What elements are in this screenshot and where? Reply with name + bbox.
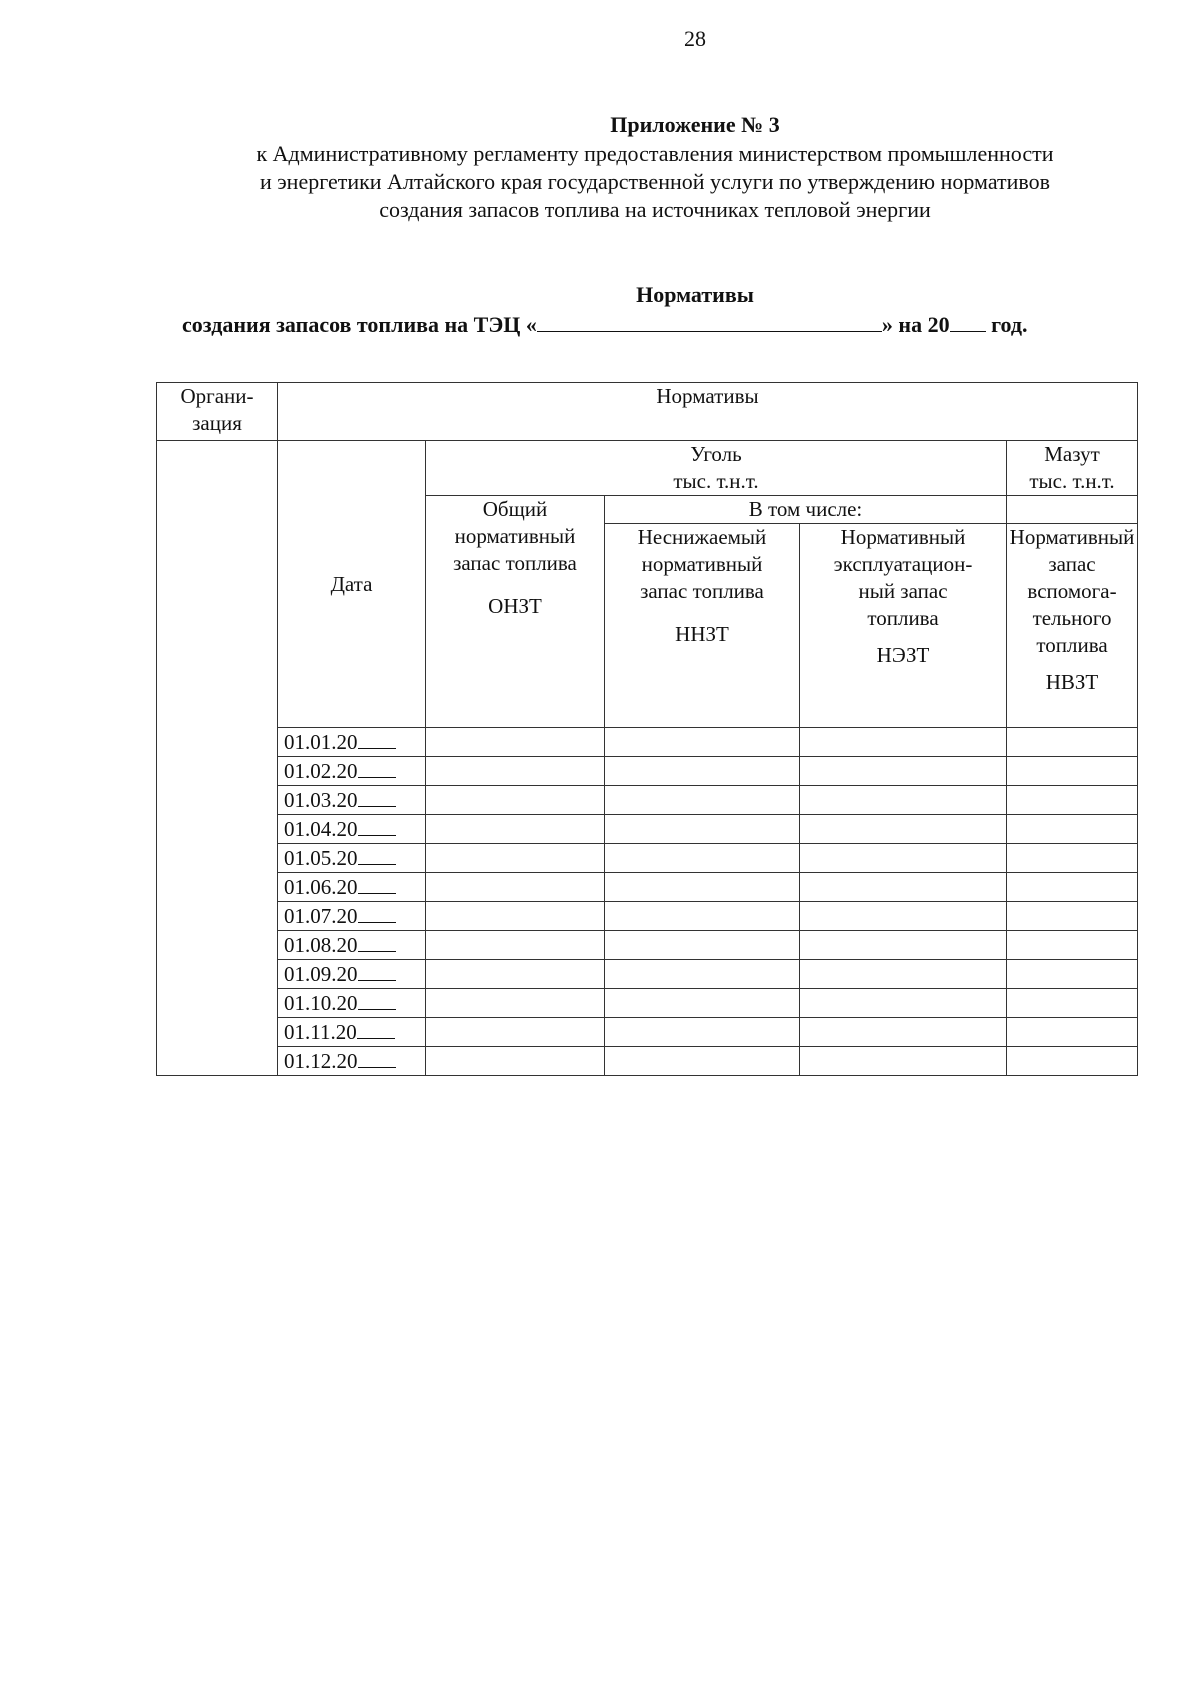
irreducible-value-cell[interactable] [605,931,800,960]
total-value-cell[interactable] [426,873,605,902]
org-header: Органи- зация [157,383,278,441]
auxiliary-value-cell[interactable] [1007,1018,1138,1047]
year-fill-blank[interactable] [358,815,396,836]
date-cell: 01.04.20 [278,815,426,844]
date-cell: 01.06.20 [278,873,426,902]
date-cell: 01.11.20 [278,1018,426,1047]
total-value-cell[interactable] [426,1018,605,1047]
operational-value-cell[interactable] [800,728,1007,757]
table-row [157,902,1138,931]
year-fill-blank[interactable] [358,960,396,981]
auxiliary-value-cell[interactable] [1007,757,1138,786]
total-value-cell[interactable] [426,844,605,873]
date-cell: 01.02.20 [278,757,426,786]
operational-value-cell[interactable] [800,960,1007,989]
operational-value-cell[interactable] [800,902,1007,931]
table-row [157,757,1138,786]
auxiliary-value-cell[interactable] [1007,902,1138,931]
total-value-cell[interactable] [426,931,605,960]
operational-value-cell[interactable] [800,844,1007,873]
table-row [157,960,1138,989]
year-fill-blank[interactable] [358,1047,396,1068]
irreducible-reserve-code: ННЗТ [675,622,729,646]
irreducible-value-cell[interactable] [605,989,800,1018]
date-cell: 01.05.20 [278,844,426,873]
norms-table [156,382,1138,1076]
year-fill-blank[interactable] [358,931,396,952]
date-header: Дата [278,441,426,728]
table-row [157,931,1138,960]
irreducible-reserve-label: Неснижаемый нормативный запас топлива [637,525,767,603]
year-fill-blank[interactable] [358,786,396,807]
auxiliary-value-cell[interactable] [1007,786,1138,815]
auxiliary-reserve-header [1007,524,1138,728]
page-number: 28 [684,26,706,51]
operational-value-cell[interactable] [800,931,1007,960]
fuel-oil-subheader [1007,496,1138,524]
date-cell: 01.01.20 [278,728,426,757]
year-fill-blank[interactable] [358,728,396,749]
operational-value-cell[interactable] [800,1018,1007,1047]
subtitle-middle: » на 20 [881,312,950,337]
document-subtitle [182,312,1028,338]
appendix-title: Приложение № 3 [610,112,780,137]
date-cell: 01.07.20 [278,902,426,931]
auxiliary-value-cell[interactable] [1007,1047,1138,1076]
subtitle-line: создания запасов топлива на источниках тепловой энергии [379,197,931,222]
subtitle-prefix: создания запасов топлива на ТЭЦ « [182,312,537,337]
operational-reserve-code: НЭЗТ [876,643,930,667]
fuel-oil-header: Мазут тыс. т.н.т. [1007,441,1138,496]
total-reserve-code: ОНЗТ [488,594,542,618]
total-value-cell[interactable] [426,815,605,844]
year-blank[interactable] [950,313,986,332]
irreducible-value-cell[interactable] [605,1047,800,1076]
org-cell[interactable] [157,441,278,1076]
auxiliary-reserve-label: Нормативный запас вспомога- тельного топлива [1009,525,1135,657]
coal-header: Уголь тыс. т.н.т. [426,441,1007,496]
appendix-subtitle [190,140,1120,224]
irreducible-value-cell[interactable] [605,728,800,757]
operational-value-cell[interactable] [800,989,1007,1018]
total-value-cell[interactable] [426,728,605,757]
table-row [157,989,1138,1018]
total-value-cell[interactable] [426,1047,605,1076]
date-cell: 01.12.20 [278,1047,426,1076]
total-value-cell[interactable] [426,960,605,989]
total-value-cell[interactable] [426,902,605,931]
irreducible-reserve-header [605,524,800,728]
auxiliary-value-cell[interactable] [1007,815,1138,844]
year-fill-blank[interactable] [358,989,396,1010]
tec-name-blank[interactable] [537,313,882,332]
total-reserve-label: Общий нормативный запас топлива [453,497,577,575]
irreducible-value-cell[interactable] [605,902,800,931]
irreducible-value-cell[interactable] [605,757,800,786]
date-cell: 01.09.20 [278,960,426,989]
year-fill-blank[interactable] [358,873,396,894]
table-row [157,786,1138,815]
table-row [157,1018,1138,1047]
date-cell: 01.10.20 [278,989,426,1018]
irreducible-value-cell[interactable] [605,960,800,989]
auxiliary-value-cell[interactable] [1007,873,1138,902]
irreducible-value-cell[interactable] [605,1018,800,1047]
auxiliary-value-cell[interactable] [1007,728,1138,757]
date-cell: 01.08.20 [278,931,426,960]
total-reserve-header [426,496,605,728]
document-title: Нормативы [636,282,754,307]
operational-value-cell[interactable] [800,873,1007,902]
norms-header: Нормативы [278,383,1138,441]
table-row [157,815,1138,844]
irreducible-value-cell[interactable] [605,844,800,873]
auxiliary-reserve-code: НВЗТ [1045,670,1099,694]
operational-reserve-header [800,524,1007,728]
irreducible-value-cell[interactable] [605,815,800,844]
auxiliary-value-cell[interactable] [1007,989,1138,1018]
total-value-cell[interactable] [426,786,605,815]
operational-value-cell[interactable] [800,757,1007,786]
table-row [157,844,1138,873]
year-fill-blank[interactable] [358,844,396,865]
table-row [157,728,1138,757]
auxiliary-value-cell[interactable] [1007,844,1138,873]
total-value-cell[interactable] [426,989,605,1018]
year-fill-blank[interactable] [358,757,396,778]
date-cell: 01.03.20 [278,786,426,815]
auxiliary-value-cell[interactable] [1007,931,1138,960]
subtitle-line: к Административному регламенту предоставления министерством промышленности [256,141,1054,166]
operational-value-cell[interactable] [800,815,1007,844]
irreducible-value-cell[interactable] [605,786,800,815]
total-value-cell[interactable] [426,757,605,786]
year-fill-blank[interactable] [357,1018,395,1039]
table-row [157,1047,1138,1076]
operational-value-cell[interactable] [800,1047,1007,1076]
auxiliary-value-cell[interactable] [1007,960,1138,989]
table-row [157,873,1138,902]
year-fill-blank[interactable] [358,902,396,923]
subtitle-line: и энергетики Алтайского края государственной услуги по утверждению нормативов [259,169,1051,194]
including-header: В том числе: [605,496,1007,524]
subtitle-suffix: год. [985,312,1028,337]
operational-reserve-label: Нормативный эксплуатацион- ный запас топлива [833,525,973,630]
operational-value-cell[interactable] [800,786,1007,815]
irreducible-value-cell[interactable] [605,873,800,902]
